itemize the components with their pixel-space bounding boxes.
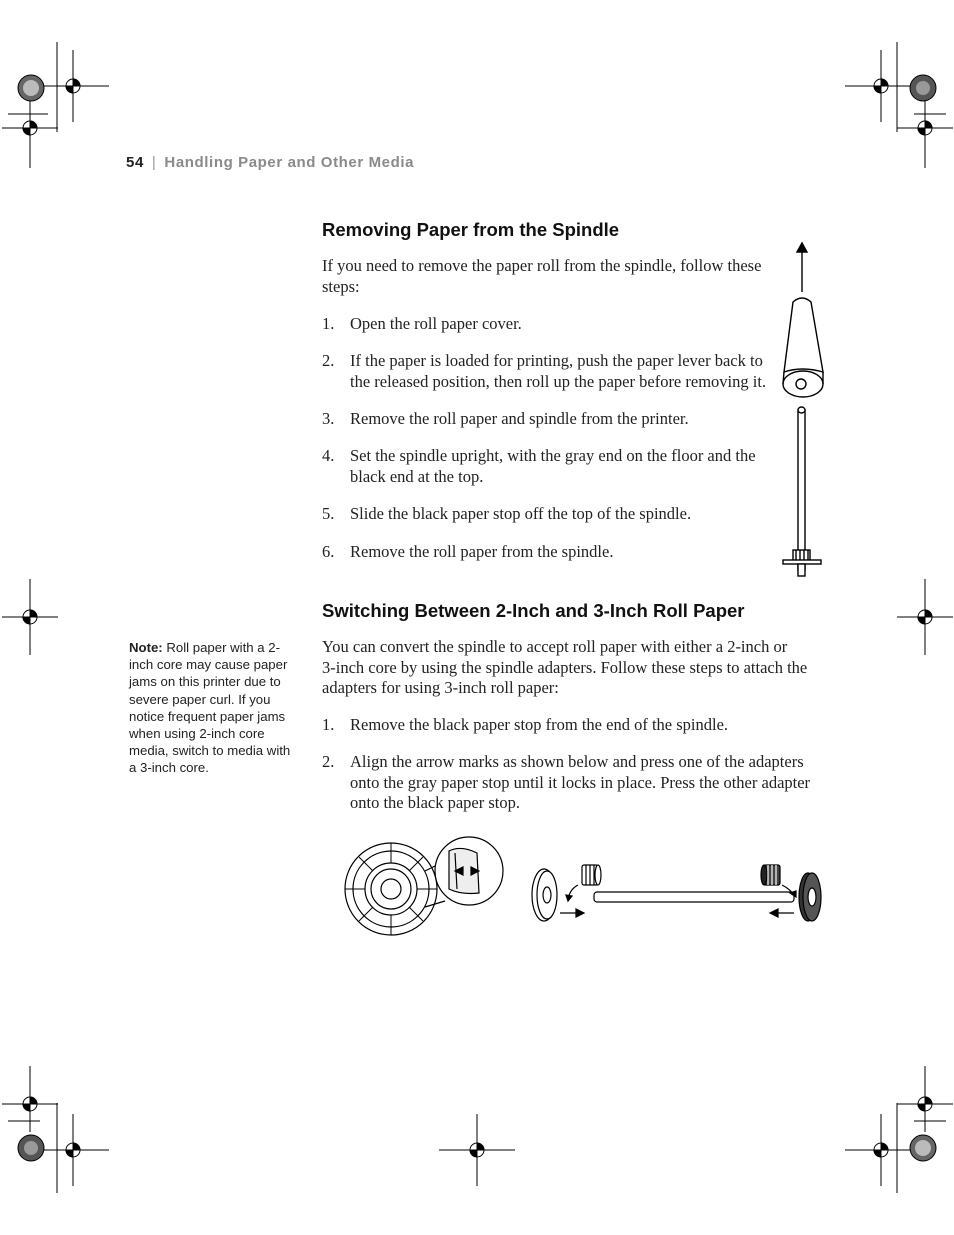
step-text: black end at the top. [350, 466, 484, 486]
sidebar-note [129, 639, 297, 777]
note-text: Roll paper with a 2-inch core may cause paper jams on this printer due to severe paper curl. If you notice frequent paper jams when using 2-inch core media, switch to media with a 3-inch core. [129, 640, 291, 776]
step-text: onto the gray paper stop until it locks in place. Press the other adapter [350, 772, 811, 792]
step-number: 2. [322, 752, 335, 771]
step-number: 5. [322, 504, 335, 523]
section2-intro [322, 637, 822, 699]
page-number: 54 [126, 154, 144, 171]
spindle-removal-illustration [776, 240, 836, 580]
list-item [322, 351, 782, 393]
intro-line: If you need to remove the paper roll from the spindle, follow these [322, 256, 762, 275]
list-item [322, 752, 822, 816]
step-number: 2. [322, 351, 335, 370]
step-text: Set the spindle upright, with the gray end on the floor and the [350, 446, 756, 465]
list-item [322, 504, 782, 526]
spindle-adapters-illustration [528, 855, 828, 945]
step-text: If the paper is loaded for printing, push the paper lever back to [350, 351, 763, 370]
list-item [322, 446, 782, 488]
spindle-rod-icon [594, 892, 794, 902]
step-text: Remove the roll paper and spindle from the printer. [350, 409, 689, 428]
adapter-alignment-illustration [345, 833, 505, 943]
section-heading-removing-paper: Removing Paper from the Spindle [322, 219, 620, 240]
list-item [322, 314, 782, 336]
chapter-title: Handling Paper and Other Media [164, 154, 415, 171]
step-text: Align the arrow marks as shown below and press one of the adapters [350, 752, 804, 771]
intro-line: adapters for using 3-inch roll paper: [322, 678, 559, 697]
spindle-icon [798, 410, 805, 570]
running-header [126, 154, 414, 171]
arrow-left-icon [770, 909, 778, 917]
arrow-right-icon [576, 909, 584, 917]
step-text: Open the roll paper cover. [350, 314, 522, 333]
step-text: onto the black paper stop. [350, 793, 520, 812]
intro-line: steps: [322, 276, 360, 296]
list-item [322, 715, 822, 737]
header-separator: | [151, 154, 157, 171]
step-text: Remove the black paper stop from the end of the spindle. [350, 715, 729, 734]
step-number: 1. [322, 314, 335, 333]
roll-paper-icon [784, 298, 823, 372]
list-item [322, 409, 782, 431]
step-number: 4. [322, 446, 335, 465]
step-number: 6. [322, 542, 335, 561]
step-text: Slide the black paper stop off the top of the spindle. [350, 504, 692, 523]
intro-line: 3-inch core by using the spindle adapters. Follow these steps to attach the [322, 657, 808, 677]
section-heading-switching-roll-paper: Switching Between 2-Inch and 3-Inch Roll Paper [322, 600, 745, 621]
section1-intro [322, 256, 782, 297]
step-text: Remove the roll paper from the spindle. [350, 542, 614, 561]
step-number: 3. [322, 409, 335, 428]
note-label: Note: [129, 640, 163, 655]
step-number: 1. [322, 715, 335, 734]
list-item [322, 542, 782, 564]
step-text: the released position, then roll up the paper before removing it. [350, 371, 767, 391]
intro-line: You can convert the spindle to accept roll paper with either a 2-inch or [322, 637, 788, 656]
